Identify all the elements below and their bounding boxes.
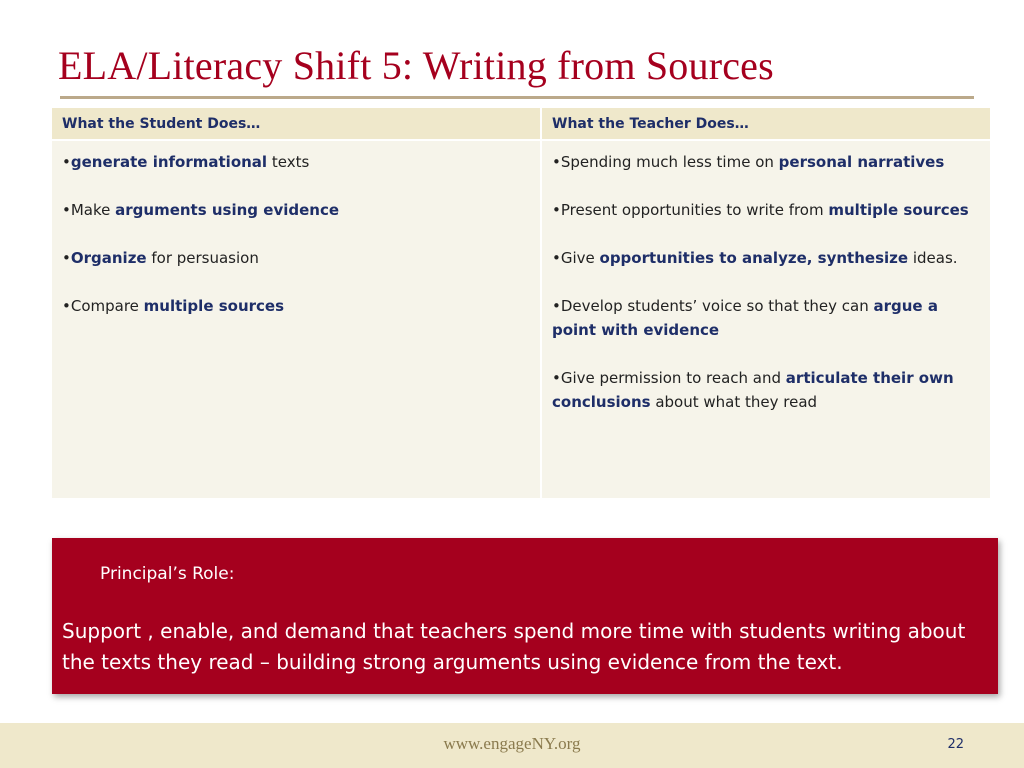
table-header-row — [52, 108, 990, 141]
student-item: •Organize for persuasion — [62, 249, 259, 267]
title-divider — [60, 96, 974, 99]
shift-table — [52, 108, 990, 498]
teacher-item: •Give permission to reach and articulate their own conclusions about what they read — [552, 369, 954, 411]
table-row — [52, 141, 990, 498]
teacher-item: •Give opportunities to analyze, synthesize ideas. — [552, 249, 958, 267]
teacher-column-header: What the Teacher Does… — [540, 108, 990, 141]
principal-role-text: Support , enable, and demand that teachers spend more time with students writing about the texts they read – building strong arguments using evidence from the text. — [62, 619, 966, 674]
principal-role-box — [52, 538, 998, 694]
student-cell — [52, 141, 540, 498]
principal-role-label: Principal’s Role: — [100, 564, 235, 584]
teacher-cell — [540, 141, 990, 498]
student-item: •generate informational texts — [62, 153, 310, 171]
slide-title: ELA/Literacy Shift 5: Writing from Sources — [58, 43, 774, 88]
page-number: 22 — [947, 737, 964, 752]
student-item: •Compare multiple sources — [62, 297, 285, 315]
teacher-item: •Present opportunities to write from multiple sources — [552, 201, 969, 219]
teacher-item: •Spending much less time on personal narratives — [552, 153, 945, 171]
student-item: •Make arguments using evidence — [62, 201, 340, 219]
footer-url: www.engageNY.org — [443, 734, 581, 753]
student-column-header: What the Student Does… — [52, 108, 540, 141]
teacher-item: •Develop students’ voice so that they can argue a point with evidence — [552, 297, 938, 339]
footer-bar — [0, 723, 1024, 768]
